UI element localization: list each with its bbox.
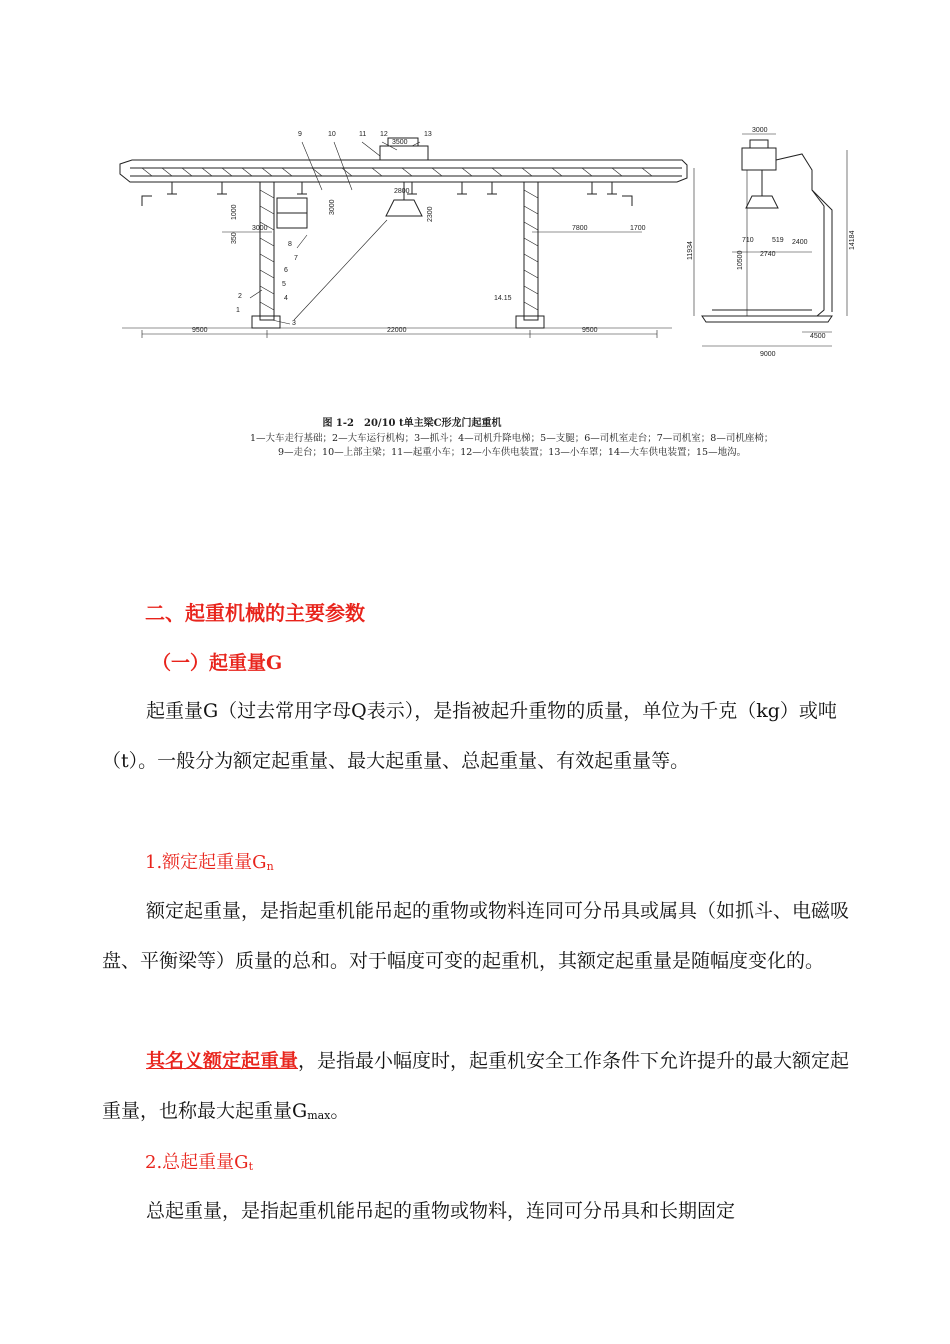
dim-7800: 7800 <box>572 225 588 232</box>
part-8: 8 <box>288 241 292 248</box>
paragraph-1 <box>102 686 852 786</box>
label-9: 9 <box>298 131 302 138</box>
item-2-title-sub: t <box>248 1160 253 1173</box>
label-10: 10 <box>328 131 336 138</box>
part-5: 5 <box>282 281 286 288</box>
side-dim-3000: 3000 <box>752 127 768 134</box>
dim-22000: 22000 <box>387 327 407 334</box>
side-dim-10500: 10500 <box>737 250 744 270</box>
item-1-title <box>145 848 274 874</box>
side-dim-519: 519 <box>772 237 784 244</box>
side-dim-4500: 4500 <box>810 333 826 340</box>
side-dim-2400: 2400 <box>792 239 808 246</box>
dim-3500: 3500 <box>392 139 408 146</box>
dim-350: 350 <box>231 232 238 244</box>
dim-3000v: 3000 <box>329 199 336 215</box>
item-2-title <box>145 1148 253 1174</box>
paragraph-3-text <box>102 1036 852 1141</box>
part-4: 4 <box>284 295 288 302</box>
paragraph-1-text: 起重量G（过去常用字母Q表示），是指被起升重物的质量，单位为千克（kg）或吨（t）。一般分为额定起重量、最大起重量、总起重量、有效起重量等。 <box>102 700 837 772</box>
section-title: 二、起重机械的主要参数 <box>145 601 365 625</box>
figure-legend-line-1: 1—大车走行基础；2—大车运行机构；3—抓斗；4—司机升降电梯；5—支腿；6—司机室走台；7—司机室；8—司机座椅； <box>250 433 774 444</box>
side-dim-2740: 2740 <box>760 251 776 258</box>
paragraph-3-body: ，是指最小幅度时，起重机安全工作条件下允许提升的最大额定起重量，也称最大起重量G <box>102 1050 850 1122</box>
part-14-15: 14.15 <box>494 295 512 302</box>
item-2-title-text: 2.总起重量G <box>145 1152 249 1173</box>
figure-legend-line-2: 9—走台；10—上部主梁；11—起重小车；12—小车供电装置；13—小车罩；14—大车供电装置；15—地沟。 <box>278 447 747 458</box>
figure-caption: 图 1-2 20/10 t单主梁C形龙门起重机 <box>322 418 502 429</box>
part-3: 3 <box>292 320 296 327</box>
paragraph-3-end: 。 <box>330 1100 350 1122</box>
dim-3000h: 3000 <box>252 225 268 232</box>
paragraph-2 <box>102 886 852 986</box>
dim-1700: 1700 <box>630 225 646 232</box>
label-11: 11 <box>359 131 367 138</box>
label-13: 13 <box>424 131 432 138</box>
dim-2300: 2300 <box>427 206 434 222</box>
side-dim-710: 710 <box>742 237 754 244</box>
dim-9500-right: 9500 <box>582 327 598 334</box>
subsection-title: （一）起重量G <box>152 652 283 674</box>
side-dim-11934: 11934 <box>687 241 694 260</box>
item-1-title-text: 1.额定起重量G <box>145 852 267 873</box>
part-2: 2 <box>238 293 242 300</box>
part-7: 7 <box>294 255 298 262</box>
paragraph-3 <box>102 1036 852 1141</box>
item-1-title-sub: n <box>266 860 274 873</box>
dim-2800: 2800 <box>394 188 410 195</box>
paragraph-4-text: 总起重量，是指起重机能吊起的重物或物料，连同可分吊具和长期固定 <box>146 1200 736 1222</box>
nominal-rated-capacity-term: 其名义额定起重量 <box>146 1050 299 1072</box>
side-dim-14184: 14184 <box>849 230 856 250</box>
side-dim-9000: 9000 <box>760 351 776 358</box>
part-1: 1 <box>236 307 240 314</box>
part-6: 6 <box>284 267 288 274</box>
paragraph-2-text: 额定起重量，是指起重机能吊起的重物或物料连同可分吊具或属具（如抓斗、电磁吸盘、平衡梁等）质量的总和。对于幅度可变的起重机，其额定起重量是随幅度变化的。 <box>102 900 850 972</box>
paragraph-3-sub: max <box>307 1109 331 1122</box>
paragraph-4 <box>102 1186 852 1236</box>
dim-1000: 1000 <box>231 204 238 220</box>
dim-9500-left: 9500 <box>192 327 208 334</box>
label-12: 12 <box>380 131 388 138</box>
